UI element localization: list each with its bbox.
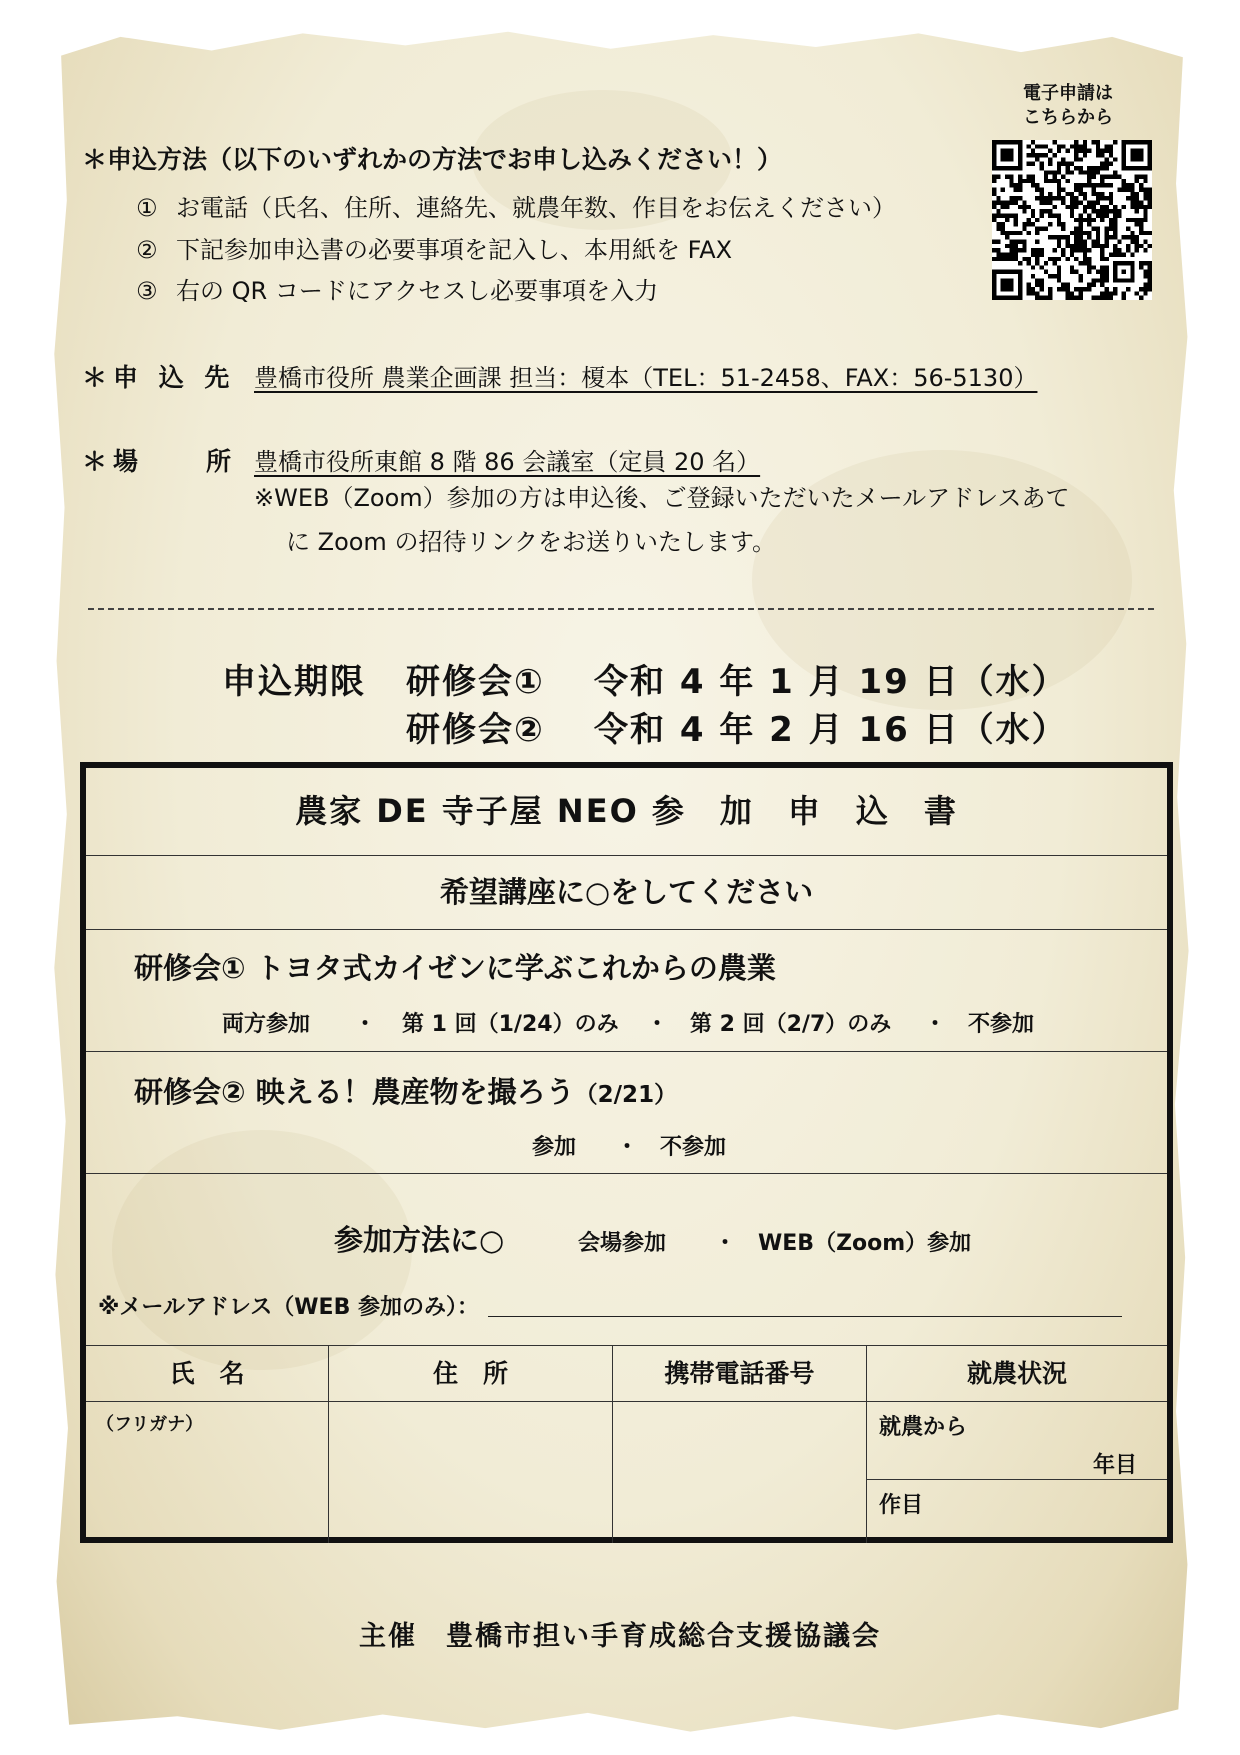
course2-option-none[interactable]: 不参加 — [660, 1135, 727, 1160]
course1-option-none[interactable]: 不参加 — [968, 1012, 1035, 1037]
years-label: 年目 — [1092, 1453, 1137, 1478]
deadline-course2: 研修会② — [406, 710, 545, 750]
header-name: 氏 名 — [169, 1359, 245, 1388]
method-item-fax: ② 下記参加申込書の必要事項を記入し、本用紙を FAX — [136, 236, 733, 264]
venue-value: 豊橋市役所東館 8 階 86 会議室（定員 20 名） — [254, 448, 761, 476]
apply-to-label: ＊申 込 先 — [82, 363, 236, 392]
phone-field[interactable] — [613, 1402, 865, 1542]
course2-row — [86, 1052, 1167, 1174]
farming-status-column — [867, 1346, 1167, 1543]
email-label: ※メールアドレス（WEB 参加のみ）： — [98, 1295, 480, 1320]
course1-option-both[interactable]: 両方参加 — [222, 1012, 311, 1037]
address-field[interactable] — [329, 1402, 611, 1542]
name-column — [86, 1346, 329, 1543]
application-form — [80, 762, 1173, 1543]
participation-option-venue[interactable]: 会場参加 — [578, 1231, 667, 1256]
course2-date: （2/21） — [574, 1082, 678, 1108]
cut-line — [88, 608, 1154, 610]
deadline-course1: 研修会① — [406, 662, 545, 702]
method-item-phone: ① お電話（氏名、住所、連絡先、就農年数、作目をお伝えください） — [136, 194, 896, 222]
form-title-row — [86, 768, 1167, 856]
course1-row — [86, 930, 1167, 1052]
deadline-date2: 令和 4 年 2 月 16 日（水） — [594, 710, 1068, 750]
instruction-row — [86, 856, 1167, 930]
email-input-line[interactable] — [488, 1316, 1122, 1317]
method-heading: ＊申込方法（以下のいずれかの方法でお申し込みください！） — [82, 145, 783, 174]
qr-code-icon[interactable] — [992, 140, 1152, 300]
participation-label: 参加方法に○ — [334, 1223, 505, 1257]
course2-title-wrap — [134, 1070, 677, 1111]
applicant-table — [86, 1346, 1167, 1543]
course2-title: 研修会② 映える！農産物を撮ろう — [134, 1075, 575, 1109]
qr-caption-line1: 電子申請は — [1023, 83, 1113, 104]
option-separator: ・ — [924, 1012, 947, 1037]
apply-to-value: 豊橋市役所 農業企画課 担当：榎本（TEL：51-2458、FAX：56-5130） — [254, 364, 1038, 392]
deadline-label: 申込期限 — [222, 662, 366, 702]
course1-option-first[interactable]: 第 1 回（1/24）のみ — [402, 1012, 619, 1037]
farming-since-label: 就農から — [879, 1415, 968, 1440]
option-separator: ・ — [616, 1135, 639, 1160]
phone-column — [613, 1346, 867, 1543]
course1-option-second[interactable]: 第 2 回（2/7）のみ — [690, 1012, 892, 1037]
method-item-qr: ③ 右の QR コードにアクセスし必要事項を入力 — [136, 277, 659, 305]
qr-caption-line2: こちらから — [1023, 107, 1113, 128]
address-column — [329, 1346, 613, 1543]
zoom-note: ※WEB（Zoom）参加の方は申込後、ご登録いただいたメールアドレスあて に Zoom の招待リンクをお送りいたします。 — [254, 484, 1070, 556]
form-instruction: 希望講座に○をしてください — [439, 875, 814, 909]
furigana-label: （フリガナ） — [96, 1414, 204, 1435]
participation-option-web[interactable]: WEB（Zoom）参加 — [758, 1231, 972, 1256]
header-address: 住 所 — [432, 1359, 508, 1388]
header-phone: 携帯電話番号 — [664, 1359, 815, 1388]
crop-field[interactable] — [867, 1480, 1167, 1542]
course2-option-attend[interactable]: 参加 — [532, 1135, 577, 1160]
header-farming-status: 就農状況 — [966, 1359, 1067, 1388]
option-separator: ・ — [354, 1012, 377, 1037]
crop-label: 作目 — [879, 1493, 924, 1518]
option-separator: ・ — [714, 1231, 737, 1256]
farming-years-field[interactable] — [867, 1402, 1167, 1479]
venue-label: ＊場 所 — [82, 447, 238, 476]
participation-row — [86, 1174, 1167, 1346]
option-separator: ・ — [646, 1012, 669, 1037]
course1-title: 研修会① トヨタ式カイゼンに学ぶこれからの農業 — [134, 951, 776, 985]
organizer: 主催 豊橋市担い手育成総合支援協議会 — [359, 1621, 881, 1652]
deadline-date1: 令和 4 年 1 月 19 日（水） — [594, 662, 1068, 702]
form-title: 農家 DE 寺子屋 NEO 参 加 申 込 書 — [295, 792, 958, 830]
name-field[interactable] — [86, 1402, 328, 1542]
qr-caption — [1008, 82, 1128, 130]
